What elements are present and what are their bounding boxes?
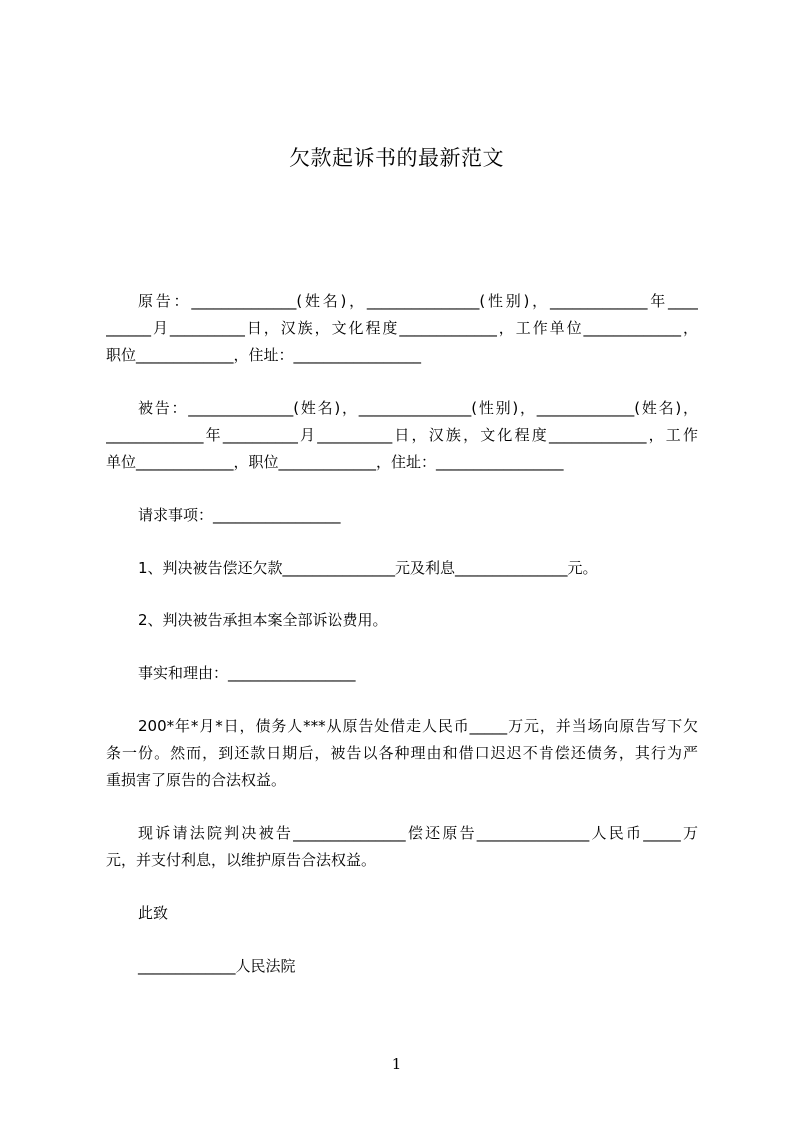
plaintiff-line-1: 原告：______________(姓名)，_______________(性别)，_____________年____	[138, 292, 698, 310]
document-title: 欠款起诉书的最新范文	[289, 146, 504, 170]
defendant-line-2: _____________年__________月__________日，汉族，文化程度_____________，工作	[106, 426, 698, 444]
facts-line-1: 200*年*月*日，债务人***从原告处借走人民币_____万元，并当场向原告写下欠	[138, 717, 698, 735]
salutation-block	[106, 900, 698, 927]
facts-line-3: 重损害了原告的合法权益。	[106, 771, 287, 789]
defendant-line-1: 被告：______________(姓名)，_______________(性别)，_____________(姓名)，	[138, 399, 698, 417]
salutation: 此致	[138, 904, 169, 922]
defendant-line-3: 单位_____________，职位_____________，住址：_________________	[106, 453, 564, 471]
plaintiff-paragraph	[106, 288, 698, 369]
claims-heading-block	[106, 502, 698, 529]
facts-line-2: 条一份。然而，到还款日期后，被告以各种理由和借口迟迟不肯偿还债务，其行为严	[106, 744, 698, 762]
facts-paragraph	[106, 713, 698, 794]
facts-heading: 事实和理由：_________________	[138, 664, 356, 682]
claim-item-1-block	[106, 555, 698, 582]
request-paragraph	[106, 820, 698, 874]
page-number: 1	[391, 1055, 402, 1073]
court-name: _____________人民法院	[138, 957, 296, 975]
claims-heading: 请求事项：_________________	[138, 506, 341, 524]
facts-heading-block	[106, 660, 698, 687]
claim-item-2: 2、判决被告承担本案全部诉讼费用。	[138, 611, 388, 629]
request-line-1: 现诉请法院判决被告_______________偿还原告_______________人民币_____万	[138, 824, 698, 842]
request-line-2: 元，并支付利息，以维护原告合法权益。	[106, 851, 377, 869]
court-block	[106, 953, 698, 980]
claim-item-2-block	[106, 607, 698, 634]
defendant-paragraph	[106, 395, 698, 476]
plaintiff-line-3: 职位_____________，住址：_________________	[106, 346, 422, 364]
plaintiff-line-2: ______月__________日，汉族，文化程度_____________，工作单位_____________，	[106, 319, 698, 337]
claim-item-1: 1、判决被告偿还欠款_______________元及利息_______________元。	[138, 559, 598, 577]
